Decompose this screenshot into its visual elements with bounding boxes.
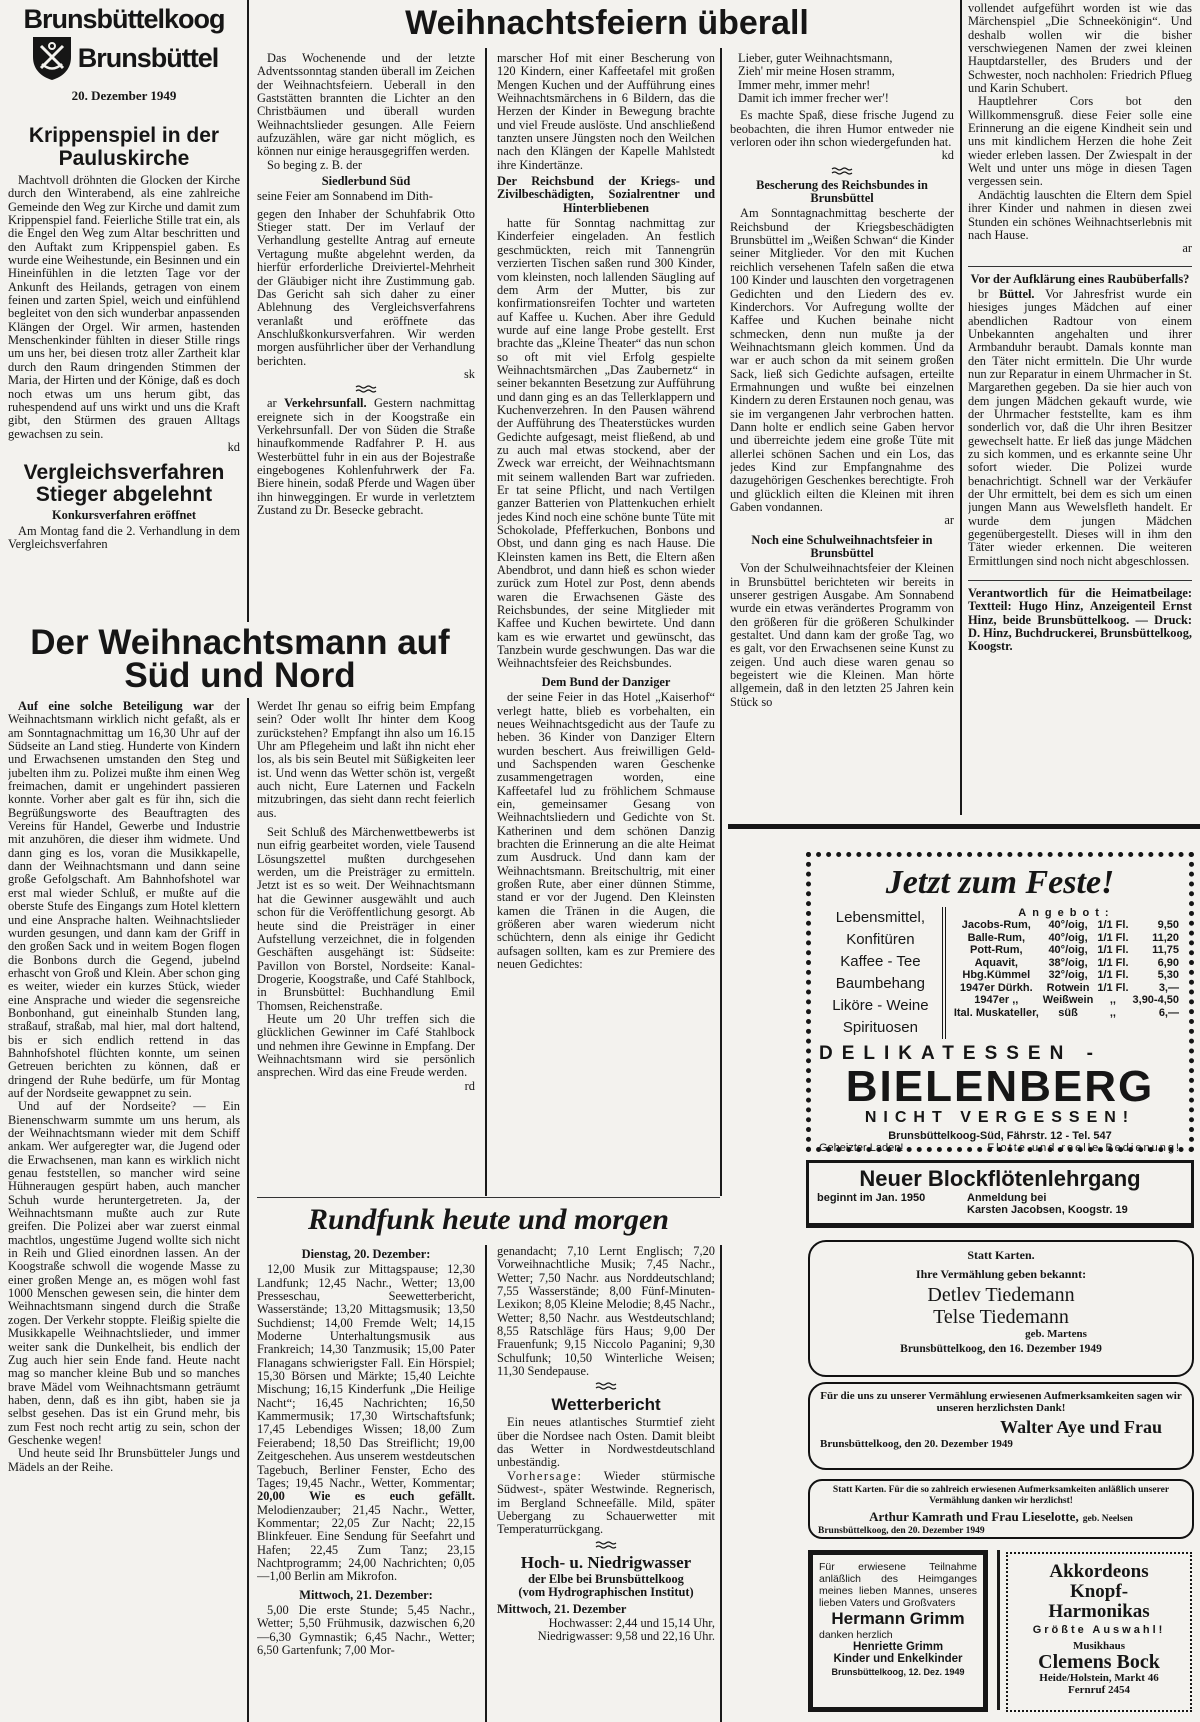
offer-cell: 9,50 <box>1157 919 1179 931</box>
ad-text: Für die uns zu unserer Vermählung erwiesenen Aufmerksamkeiten sagen wir unseren herzlichsten Dank! <box>820 1390 1182 1414</box>
poem-line: Lieber, guter Weihnachtsmann, <box>738 52 893 65</box>
ad-text: beginnt im Jan. 1950 <box>817 1192 926 1204</box>
ad-tiedemann <box>808 1240 1194 1377</box>
goods-item: Kaffee - Tee <box>840 953 921 970</box>
ad-text: Ihre Vermählung geben bekannt: <box>915 1267 1087 1281</box>
ad-footer: Flotte und reelle Bedienung! <box>987 1142 1181 1154</box>
ad-place: Brunsbüttelkoog, den 20. Dezember 1949 <box>818 1526 985 1536</box>
ad-address: Heide/Holstein, Markt 46 <box>1039 1672 1159 1684</box>
column-divider <box>485 1245 487 1722</box>
article-text: Werdet Ihr genau so eifrig beim Empfang sein? Oder wollt Ihr hinter dem Koog zurückstehen? Empfangt ihn also um 16.15 Uhr am Pflegeheim und laßt ihn nicht eher los, als bis sein Beutel mit Süßigkeiten leer ist. Und wenn das Wetter schön ist, vergeßt auch nicht, Eure Laternen und Fackeln mitzubringen, das sieht dann recht feierlich aus. <box>257 700 475 820</box>
ad-place: Brunsbüttelkoog, den 20. Dezember 1949 <box>820 1438 1013 1450</box>
offer-cell: 1/1 Fl. <box>1097 931 1129 944</box>
radio-day: Dienstag, 20. Dezember: <box>301 1247 431 1261</box>
offer-cell: 1/1 Fl. <box>1097 969 1129 981</box>
article-text: hatte für Sonntag nachmittag zur Kinderfeier eingeladen. An festlich geschmückten, reich mit Tannengrün verzierten Tischen saßen rund 300 Kinder, vom kleinsten, noch lallenden Säugling auf dem Arm der Mutter, bis zur konfirmationsreifen Tochter und warteten auf Kaffee u. Kuchen. Aber ihre Geduld wurde auf eine lange Probe gestellt. Erst brachte das „Kleine Theater“ das nun schon so oft mit viel Erfolg gespielte Weihnachtsmärchen „Das Zaubernetz“ in seiner bekannten Besetzung zur Aufführung und dann ging es an das Tellerklappern und Kuchenverzehren. In den Pausen während der Aufführung des Theaterstückes wurden Gedichte aufgesagt, meist fließend, ab und zu auch mal etwas stockend, aber der Zweck war erreicht, der Weihnachtsmann mit seinem wallenden Bart war zufrieden. Er tat seine Pflicht, und nach Vertilgen ganzer Batterien von Plattenkuchen erhielt jedes Kind noch eine schöne bunte Tüte mit Schokolade, Pfefferkuchen, Bonbons und Obst, und dann ging es nach Hause. Die Kleinsten kamen ins Bett, die Eltern aßen Abendbrot, und dann hieß es schon wieder zurück zum Hotel zur Post, denn abends waren die Erwachsenen Gäste des Reichsbundes, der seine Mitglieder mit Kaffee und Kuchen bewirtete. Und dann kam es wie erwartet und gewünscht, das Tanzbein wurde geschwungen. Das war die Weihnachtsfeier des Reichsbundes. <box>497 216 715 671</box>
ad-headline: Jetzt zum Feste! <box>885 864 1115 901</box>
ad-shop-name: BIELENBERG <box>845 1062 1155 1111</box>
author-sig: sk <box>463 366 475 381</box>
ad-text: Größte Auswahl! <box>1032 1624 1166 1636</box>
article-title: Vergleichsverfahren Stieger abgelehnt <box>23 461 225 507</box>
offer-cell: 1947er ,, <box>974 994 1019 1006</box>
ad-text: Musikhaus <box>1073 1640 1125 1652</box>
offer-row <box>952 944 1181 957</box>
author-sig: kd <box>227 439 240 454</box>
ad-text: danken herzlich <box>819 1629 893 1641</box>
ad-text: Statt Karten. <box>967 1248 1035 1262</box>
ornament-icon <box>595 1541 617 1549</box>
tide-title: Hoch- u. Niedrigwasser <box>520 1552 692 1572</box>
offer-cell: 6,— <box>1158 1006 1179 1019</box>
article-text: Das Wochenende und der letzte Adventssonntag standen überall im Zeichen der Weihnachtsfeiern. Ueberall in den Gaststätten brannten die Lichter an den Christbäumen und überall wurden Weihnachtslieder gesungen. Alle Feiern aufzuzählen, wäre gar nicht möglich, es können nur einige herausgegriffen werden. <box>257 52 475 159</box>
ad-text: geb. Martens <box>1025 1328 1087 1340</box>
ad-headline: Knopf- <box>1069 1581 1129 1602</box>
goods-item: Liköre - Weine <box>832 997 929 1014</box>
article-col5 <box>968 2 1192 810</box>
ad-footer: Geheizter Laden! <box>819 1142 904 1154</box>
poem-line: Damit ich immer frecher wer'! <box>738 91 889 106</box>
masthead-line2: Brunsbüttel <box>77 42 219 73</box>
masthead <box>8 4 240 104</box>
offer-row <box>952 957 1181 970</box>
ad-deli: DELIKATESSEN - <box>819 1043 1102 1064</box>
offer-cell: 6,90 <box>1157 956 1179 969</box>
radio-entries: 5,00 Die erste Stunde; 5,45 Nachr., Wetter; 5,50 Frühmusik, dazwischen 6,20—6,30 Gymnastik; 6,45 Nachr., Wetter; 6,50 Gartenfunk; 7,00 Mor- <box>257 1602 475 1657</box>
article-text: Seit Schluß des Märchenwettbewerbs ist nun eifrig gearbeitet worden, viele Tausend Lösungszettel mußten durchgesehen werden, um die Preisträger zu ermitteln. Jetzt ist es so weit. Der Weihnachtsmann hat die Gewinner ausgewählt und auch schon für die Veröffentlichung gesorgt. Ab heute sind die Preisträger in einer Aufstellung verzeichnet, die in folgenden Geschäften ausgehängt ist: Südseite: Pavillon von Borstel, Nordseite: Kanal-Drogerie, Koogstraße, und Café Stahlbock, in Brunsbüttel: Buchhandlung Emil Thomsen, Reichenstraße. <box>257 825 475 1013</box>
ad-headline: Akkordeons <box>1049 1561 1149 1582</box>
offer-cell: Balle-Rum, <box>967 931 1026 944</box>
ad-headline: Neuer Blockflötenlehrgang <box>859 1166 1141 1191</box>
article-text: Es machte Spaß, diese frische Jugend zu beobachten, die ihren Humor entweder nie verloren oder ihn schon wiedergefunden hat. <box>730 108 954 150</box>
ad-aye <box>808 1382 1194 1470</box>
ad-text: Für erwiesene Teilnahme anläßlich des Heimganges meines lieben Mannes, unseres lieben Vaters und Großvaters <box>819 1561 977 1609</box>
offer-table <box>952 919 1181 1019</box>
author-sig: ar <box>944 513 954 528</box>
offer-cell: süß <box>1058 1006 1078 1019</box>
offer-box <box>946 907 1181 1039</box>
offer-cell: 3,— <box>1158 981 1179 994</box>
section-head: Noch eine Schulweihnachtsfeier in Brunsbüttel <box>751 532 933 561</box>
offer-cell: 1/1 Fl. <box>1097 956 1129 969</box>
horizontal-rule <box>257 1197 720 1198</box>
tide-source: (vom Hydrographischen Institut) <box>518 1584 694 1599</box>
lead-text: Büttel. <box>999 286 1035 301</box>
article-text: marscher Hof mit einer Bescherung von 120 Kindern, einer Kaffeetafel mit großen Mengen Kuchen und der Aufführung eines Weihnachtsmärchens in 6 Bildern, das die Herzen der Kinder in Bewegung brachte und viel Freude auslöste. Und anschließend tanzten unsere Jüngsten noch den Weilchen nach den Klängen der Kapelle Mahlstedt ihre Kindertänze. <box>497 52 715 172</box>
article-text: Am Sonntagnachmittag bescherte der Reichsbund der Kriegsbeschädigten Brunsbüttel im „Weißen Schwan“ die Kinder seiner Mitglieder. Vor den mit Kuchen reichlich versehenen Tafeln saßen die etwa 100 Kinder und lauschten den vorgetragenen Gedichten und den Liedern des ev. Kinderchors. Vor Aufregung wollte der Kaffee und Kuchen beinahe nicht schmecken, denn nun mußte ja der Weihnachtsmann gleich kommen. Und da war er auch schon da mit seinem großen Sack, ließ sich Gedichte aufsagen, erteilte Ermahnungen und wußte bei einzelnen Kindern zu deren Erstaunen noch genau, was sie im vergangenen Jahr verbrochen hatten. Dann holte er endlich seine Gaben hervor und überreichte jedem eine große Tüte mit allerlei schönen Sachen und ein Los, das jedes Kind zur Empfangnahme des dazugehörigen Geschenkes berechtigte. Froh und glücklich eilten die Kleinen mit ihren Gaben vondannen. <box>730 206 954 514</box>
offer-row <box>952 932 1181 945</box>
ad-name: Kinder und Enkelkinder <box>833 1653 963 1665</box>
offer-cell: Rotwein <box>1046 981 1090 994</box>
section-head: Bescherung des Reichsbundes in Brunsbüttel <box>756 177 928 206</box>
issue-date: 20. Dezember 1949 <box>71 88 177 103</box>
column-divider <box>247 0 249 622</box>
section-head: Siedlerbund Süd <box>321 174 411 189</box>
ad-text: Anmeldung bei <box>967 1192 1047 1204</box>
article-text: vollendet aufgeführt worden ist wie das Märchenspiel „Die Schneekönigin“. Und deshalb wollen wir die bisher verschwiegenen Namen der zwei kleinen Hauptdarsteller, des Bruders und der Schwester, noch nachholen: Friedrich Pflueg und Karin Schubert. <box>968 2 1192 96</box>
radio-entries: 12,00 Musik zur Mittagspause; 12,30 Landfunk; 12,45 Nachr., Wetter; 13,00 Presseschau, Seewetterbericht, Wasserstände; 13,20 Mittagsmusik; 13,50 Suchdienst; 14,00 Fremde Welt; 14,15 Moderne Unterhaltungsmusik aus Frankreich; 14,30 Tanzmusik; 15,00 Pater Flanagans schwierigster Fall. Ein Hörspiel; 15,30 Börsen und Märkte; 15,40 Leichte Mischung; 16,15 Kinderfunk „Die Heilige Nacht“; 16,45 Nachrichten; 16,50 Kammermusik; 17,30 Wirtschaftsfunk; 17,45 Lebendiges Wissen; 18,00 Zum Feierabend; 18,50 Das Streiflicht; 19,00 Zeitgeschehen. Aus unserem westdeutschen Tagebuch, Berliner Fenster, Echo des Tages; 19,45 Nachr., Wetter, Kommentar; <box>257 1262 475 1490</box>
offer-cell: 40°/oig, <box>1048 944 1088 956</box>
lead-text: Verkehrsunfall. <box>284 396 367 411</box>
offer-cell: 38°/oig, <box>1048 956 1088 969</box>
article-krippenspiel <box>8 124 240 616</box>
ad-place: Brunsbüttelkoog, den 16. Dezember 1949 <box>900 1343 1102 1355</box>
article-feiern-col3 <box>497 52 715 1192</box>
goods-item: Baumbehang <box>835 975 926 992</box>
ad-name: Henriette Grimm <box>852 1641 944 1653</box>
ornament-icon <box>831 167 853 175</box>
offer-cell: 3,90-4,50 <box>1132 994 1179 1006</box>
ad-place: Brunsbüttelkoog, 12. Dez. 1949 <box>831 1667 965 1677</box>
offer-cell: 40°/oig, <box>1048 919 1088 931</box>
article-text: der seine Feier in das Hotel „Kaiserhof“ verlegt hatte, blieb es vorbehalten, ein neues Weihnachtsgedicht aus der Taufe zu heben. 36 Kinder von Danziger Eltern wurden beschert. Aus freiwilligen Geld- und Sachspenden waren Geschenke zusammengetragen worden, eine Kaffeetafel lud zu fröhlichem Schmause ein, gemeinsamer Gesang von Weihnachtsliedern und Gedichte von St. Katherinen und dem schönen Danzig brachten die Erinnerung an die alte Heimat zum Ausdruck. Und dann kam der Weihnachtsmann. Breitschultrig, mit einer großen Rute, aber einer dünnen Stimme, stand er vor der Jugend. Den Kleinsten kamen die Tränen in die Augen, die größeren aber waren wiederum nicht schüchtern, denn als einige ihr Gedicht aufsagen sollten, kam es zur Premiere des neuen Gedichtes: <box>497 690 715 972</box>
ad-name: Walter Aye und Frau <box>1000 1417 1162 1437</box>
tide-subtitle: der Elbe bei Brunsbüttelkoog <box>528 1571 684 1586</box>
offer-cell: 5,30 <box>1157 969 1179 981</box>
ad-blockfloete <box>806 1160 1194 1228</box>
forecast-label: Vorhersage: <box>507 1468 583 1483</box>
article-text: Von der Schulweihnachtsfeier der Kleinen in Brunsbüttel berichteten wir bereits in unserer gestrigen Ausgabe. Am Sonnabend wurde ein etwas verändertes Programm von den größeren für die größeren Schulkinder gestaltet. Und dann kam der große Tag, wo es galt, vor den Erwachsenen seine Kunst zu zeigen. Und auch diese waren genau so begeistert wie die Kleinen. Man hörte allgemein, daß in den letzten 25 Jahren kein Stück so <box>730 561 954 709</box>
offer-cell: 11,20 <box>1152 931 1179 944</box>
ad-bielenberg <box>806 852 1194 1152</box>
article-text: Gestern nachmittag ereignete sich in der Koogstraße ein Verkehrsunfall. Der von Süden die Straße hinaufkommende Radfahrer P. H. aus Westerbüttel fuhr in ein aus der Bojestraße eingebogenes Kohlenfuhrwerk der Fa. Biere hinein, sodaß Pferde und Wagen über ihn hinweggingen. Er wurde in verletztem Zustand zu Dr. Besecke gebracht. <box>257 396 475 517</box>
offer-cell: 1/1 Fl. <box>1097 981 1129 994</box>
author-sig: ar <box>1182 241 1192 256</box>
offer-cell: Pott-Rum, <box>970 944 1023 956</box>
ad-text: geb. Neelsen <box>1082 1514 1133 1524</box>
column-divider <box>720 48 722 1196</box>
offer-cell: ,, <box>1109 994 1116 1006</box>
offer-row <box>952 994 1181 1007</box>
section-head: Der Reichsbund der Kriegs- und Zivilbeschädigten, Sozialrentner und Hinterbliebenen <box>497 174 715 215</box>
ornament-icon <box>595 1382 617 1390</box>
poem-line: Immer mehr, immer mehr! <box>738 77 871 92</box>
article-text: der Weihnachtsmann wirklich nicht gefaßt, als er am Sonntagnachmittag um 16,30 Uhr auf der Südseite an Land stieg. Hunderte von Kindern und Erwachsenen umstanden den Steg und jubelten ihm zu. Polizei mußte ihm einen Weg freimachen, damit er ungehindert passieren konnte. Vorher aber galt es für ihn, sich die Begrüßungsworte des Beauftragten des Vereins für Handel, Gewerbe und Industrie mit anzuhören, die dieser ihm widmete. Und dann ging es los, voran die Musikkapelle, dann der Weihnachtsmann und dann seine große Gefolgschaft. Am Bahnhofshotel war erst mal wieder Schluß, er mußte auf die oberste Stufe des Eingangs zum Hotel klettern und eine Ansprache halten. Weihnachtslieder wurden gesungen, und dann kam der Griff in den großen Sack und in weitem Bogen flogen die Bonbons durch die Gegend, jubelnd erhascht von Groß und Klein. Aber schon ging es weiter, wieder ein kurzes Stück, wieder eine Ansprache und wieder die segensreiche Bonbonhand, gut eineinhalb Stunden lang, straßauf, straßab, mal hier, mal dort haltend, bis er sich endlich rettend in das Bahnhofshotel flüchten konnte, um seinen Getreuen berichten zu können, daß er dringend der Ruhe bedürfe, um für Montag auf der Nordseite gewappnet zu sein. <box>8 700 240 1100</box>
offer-cell: 1/1 Fl. <box>1097 944 1129 956</box>
rundfunk-title: Rundfunk heute und morgen <box>308 1203 669 1236</box>
goods-item: Lebensmittel, Konfitüren <box>835 909 926 948</box>
offer-cell: Hbg.Kümmel <box>962 969 1031 981</box>
offer-cell: 1/1 Fl. <box>1097 919 1129 931</box>
ad-name: Detlev Tiedemann <box>927 1284 1075 1306</box>
tide-low: Niedrigwasser: 9,58 und 22,16 Uhr. <box>537 1628 715 1643</box>
ad-grimm-obituary <box>808 1550 988 1712</box>
article-text: Heute um 20 Uhr treffen sich die glücklichen Gewinner im Café Stahlbock und nehmen ihre Gewinne in Empfang. Der Weihnachtsmann wird sie persönlich ansprechen. Wird das eine Freude werden. <box>257 1011 475 1080</box>
ad-headline: Harmonikas <box>1048 1601 1150 1622</box>
article-text: Am Montag fand die 2. Verhandlung in dem Vergleichsverfahren <box>8 523 240 551</box>
article-title: Krippenspiel in der Pauluskirche <box>28 124 220 170</box>
article-text: Andächtig lauschten die Eltern dem Spiel ihrer Kinder und nahmen in diesen zwei Stunden ein schönes Weihnachtserlebnis mit nach Hause. <box>968 187 1192 242</box>
ad-address: Brunsbüttelkoog-Süd, Fährstr. 12 - Tel. 547 <box>888 1130 1112 1142</box>
ad-text: Statt Karten. Für die so zahlreich erwiesenen Aufmerksamkeiten anläßlich unserer Vermählung danken wir herzlichst! <box>832 1485 1170 1506</box>
ornament-icon <box>355 385 377 393</box>
section-head: Dem Bund der Danziger <box>541 674 671 689</box>
article-text: Machtvoll dröhnten die Glocken der Kirche durch den Winterabend, als eine zahlreiche Gemeinde den Weg zur Kirche und damit zum Krippenspiel fand. Feierliche Stille trat ein, als die Engel den Weg zum Altar beschritten und den Auftakt zum Krippenspiel gaben. Es wurde eine Weihestunde, ein Besinnen und ein Hineinfühlen in die letzten Tage vor der Ankunft des Heilands, getragen von einem feinen und zarten Spiel, weich und einfühlend begleitet von den sich wunderbar anpassenden Klängen der Orgel. Wir armen, hastenden Menschenkinder fühlten in dieser Stille rings um uns her, bei diesen trotz aller Zartheit klar durch den Raum dringenden Stimmen der Maria, der Hirten und der Könige, daß es doch noch etwas um uns herum gibt, das ruhespendend auf uns wirkt und uns die Kraft gibt, den Stürmen des grauen Alltags gewachsen zu sein. <box>8 173 240 441</box>
radio-highlight: 20,00 Wie es euch gefällt. <box>257 1489 475 1504</box>
article-title: Vor der Aufklärung eines Raubüberfalls? <box>970 271 1190 286</box>
article-text: Hauptlehrer Cors bot den Willkommensgruß. diese Feier solle eine Erinnerung an die eigene Kindheit sein und uns mit kindlichem Herzen die hohe Zeit wieder erleben lassen. Der Zwiespalt in der Welt und unter uns möge in diesen Tagen vergessen sein. <box>968 94 1192 189</box>
ad-name: Clemens Bock <box>1038 1651 1160 1673</box>
offer-cell: 1947er Dürkh. <box>959 981 1033 994</box>
offer-cell: Jacobs-Rum, <box>961 919 1031 931</box>
tide-day: Mittwoch, 21. Dezember <box>497 1602 627 1617</box>
anchor-shield-icon <box>30 34 74 82</box>
radio-weather-tides <box>497 1245 715 1722</box>
radio-entries: Melodienzauber; 21,45 Nachr., Wetter, Kommentar; 22,05 Zur Nacht; 22,15 Blinkfeuer. Eine Sendung für Seefahrt und Hafen; 22,45 Zum Tanz; 23,15 Nachtprogramm; 24,00 Nachrichten; 0,05—1,00 Berlin am Mikrofon. <box>257 1502 475 1584</box>
ad-name: Arthur Kamrath und Frau Lieselotte, <box>869 1509 1079 1524</box>
offer-row <box>952 969 1181 982</box>
radio-program <box>257 1245 475 1722</box>
offer-row <box>952 982 1181 995</box>
author-prefix: br <box>978 286 989 301</box>
ad-clemens-bock <box>1006 1552 1192 1712</box>
weather-text: Ein neues atlantisches Sturmtief zieht über die Nordsee nach Osten. Damit bleibt das Wetter in Nordwestdeutschland unbeständig. <box>497 1415 715 1470</box>
article-feiern-col4 <box>730 52 954 810</box>
article-text: Und heute seid Ihr Brunsbütteler Jungs und Mädels an der Reihe. <box>8 1446 240 1474</box>
article-subtitle: Konkursverfahren eröffnet <box>52 508 196 523</box>
offer-row <box>952 919 1181 932</box>
article-text: gegen den Inhaber der Schuhfabrik Otto Stieger statt. Der im Verlauf der Verhandlung gestellte Antrag auf erneute Vertagung mußte abgelehnt werden, da hierfür erforderliche Dreiviertel-Mehrheit der Gläubiger nicht ihre Zustimmung gab. Das Gericht sah sich daher zu einer Ablehnung des Vergleichsverfahrens veranlaßt und eröffnete das Anschlußkonkursverfahren. Wir werden morgen ausführlicher über der Verhandlung berichten. <box>257 206 475 368</box>
offer-cell: ,, <box>1109 1006 1116 1019</box>
tide-high: Hochwasser: 2,44 und 15,14 Uhr, <box>548 1615 715 1630</box>
column-divider <box>485 48 487 1196</box>
offer-title: Angebot: <box>1018 907 1115 919</box>
offer-cell: 11,75 <box>1152 944 1179 956</box>
offer-cell: Aquavit, <box>974 956 1018 969</box>
ad-slogan: NICHT VERGESSEN! <box>864 1109 1136 1126</box>
article-feiern-col2 <box>257 52 475 612</box>
offer-cell: 40°/oig, <box>1048 931 1088 944</box>
thick-rule <box>728 824 1200 829</box>
ad-kamrath <box>808 1479 1194 1539</box>
offer-cell: Ital. Muskateller, <box>953 1006 1039 1019</box>
radio-entries: genandacht; 7,10 Lernt Englisch; 7,20 Vorweihnachtliche Musik; 7,45 Nachr., Wetter; 7,50 Nachr. aus Norddeutschland; 7,55 Wasserstände; 8,00 Fünf-Minuten-Lexikon; 8,05 Kleine Melodie; 8,45 Nachr., Wetter; 8,50 Nachr. aus Westdeutschland; 8,55 Ratschläge fürs Haus; 9,00 Der Frauenfunk; 9,15 Niccolo Paganini; 9,30 Schulfunk; 10,50 Winterliche Weisen; 11,30 Sendepause. <box>497 1245 715 1379</box>
poem-line: Zieh' mir meine Hosen stramm, <box>738 64 895 79</box>
author-sig: rd <box>464 1078 475 1093</box>
goods-list <box>819 907 946 1039</box>
poem <box>730 52 954 105</box>
goods-item: Spirituosen <box>842 1019 918 1036</box>
author-sig: kd <box>941 148 954 163</box>
masthead-line1: Brunsbüttelkoog <box>23 4 225 34</box>
offer-cell: Weißwein <box>1042 994 1094 1006</box>
column-divider <box>960 0 962 815</box>
article-title: Der Weihnachtsmann auf Süd und Nord <box>30 623 450 695</box>
offer-cell: 32°/oig, <box>1048 969 1088 981</box>
column-divider <box>720 1245 722 1722</box>
column-divider <box>247 698 249 1722</box>
article-text: Und auf der Nordseite? — Ein Bienenschwarm summte um uns herum, als der Weihnachtsmann wieder mit dem Schiff ankam. Wer aufgeregter war, die Jugend oder die Erwachsenen, man kann es wirklich nicht genau feststellen, so mancher wird seine Hühneraugen gespürt haben, auch mancher Schuh wurde heruntergetreten. Ja, der Weihnachtsmann mußte auch zur Rute greifen. Die Polizei aber war zuerst einmal machtlos, ungestüme Jugend wollte sich nicht in Reih und Glied einordnen lassen. An der Koogstraße schwoll die wogende Masse zu einer großen Menge an, es mögen wohl fast 1000 Menschen gewesen sein, die hinter dem Weihnachtsmann singend durch die Straße zogen. Der Verkehr stoppte. Fleißig spielte die Musikkapelle Weihnachtslieder, und immer weiter sank die Dunkelheit, bis endlich der Zug auch hier sein Ende fand. Heute nacht mag so mancher kleine Bub und so manches brave Mädel vom Weihnachtsmann geträumt haben, denn, daß es ihn gibt, haben sie ja selbst gesehen. Das ist ein Grund mehr, bis zum Fest noch recht artig zu sein, schon der Geschenke wegen! <box>8 1099 240 1447</box>
lead-text: Auf eine solche Beteiligung war <box>18 700 214 713</box>
article-text: seine Feier am Sonnabend im Dith- <box>257 189 433 204</box>
ad-name: Telse Tiedemann <box>933 1306 1069 1328</box>
article-text: So beging z. B. der <box>267 157 362 172</box>
ad-contact: Karsten Jacobsen, Koogstr. 19 <box>967 1204 1128 1216</box>
article-text: Vor Jahresfrist wurde ein hiesiges junges Mädchen auf einer abendlichen Radtour von einem Unbekannten angehalten und ihrer Armbanduhr beraubt. Damals konnte man den Täter nicht ermitteln. Die Uhr wurde nun zur Reparatur in einem Uhrmacher in St. Margarethen gegeben. Da sie hier auch von dem jungen Mädchen gekauft wurde, wie der Uhrmacher feststellte, kam es ihm sonderlich vor, daß die Uhr ihren Besitzer gewechselt hatte. Er ließ das junge Mädchen zu sich kommen, und es erkannte seine Uhr sofort wieder. Die Polizei wurde benachrichtigt. Schnell war der Verkäufer der Uhr ermittelt, bei dem es sich um einen jungen Mann aus Wewelsfleth handelt. Er wurde dem jungen Mädchen gegenübergestellt. Dieses will in ihm den Täter wieder erkennen. Die weiteren Ermittlungen sind noch nicht abgeschlossen. <box>968 286 1192 568</box>
weather-title: Wetterbericht <box>551 1395 661 1415</box>
radio-day: Mittwoch, 21. Dezember: <box>299 1587 433 1602</box>
impressum: Verantwortlich für die Heimatbeilage: Textteil: Hugo Hinz, Anzeigenteil Ernst Hinz, beide Brunsbüttelkoog. — Druck: D. Hinz, Buchdruckerei, Brunsbüttelkoog, Koogstr. <box>968 586 1192 654</box>
author-prefix: ar <box>267 396 277 411</box>
article-weihnachtsmann-col2 <box>257 700 475 1194</box>
weather-text: Wieder stürmische Südwest-, später Westwinde. Regnerisch, im Bergland Schneefälle. Mild, später Uebergang zu Schauerwetter mit Temperaturrückgang. <box>497 1468 715 1537</box>
article-weihnachtsmann-col1 <box>8 700 240 1722</box>
ad-name: Hermann Grimm <box>831 1609 965 1628</box>
ad-phone: Fernruf 2454 <box>1067 1684 1130 1696</box>
ad-divider <box>997 1550 1000 1710</box>
offer-row <box>952 1007 1181 1020</box>
main-headline: Weihnachtsfeiern überall <box>405 4 809 42</box>
